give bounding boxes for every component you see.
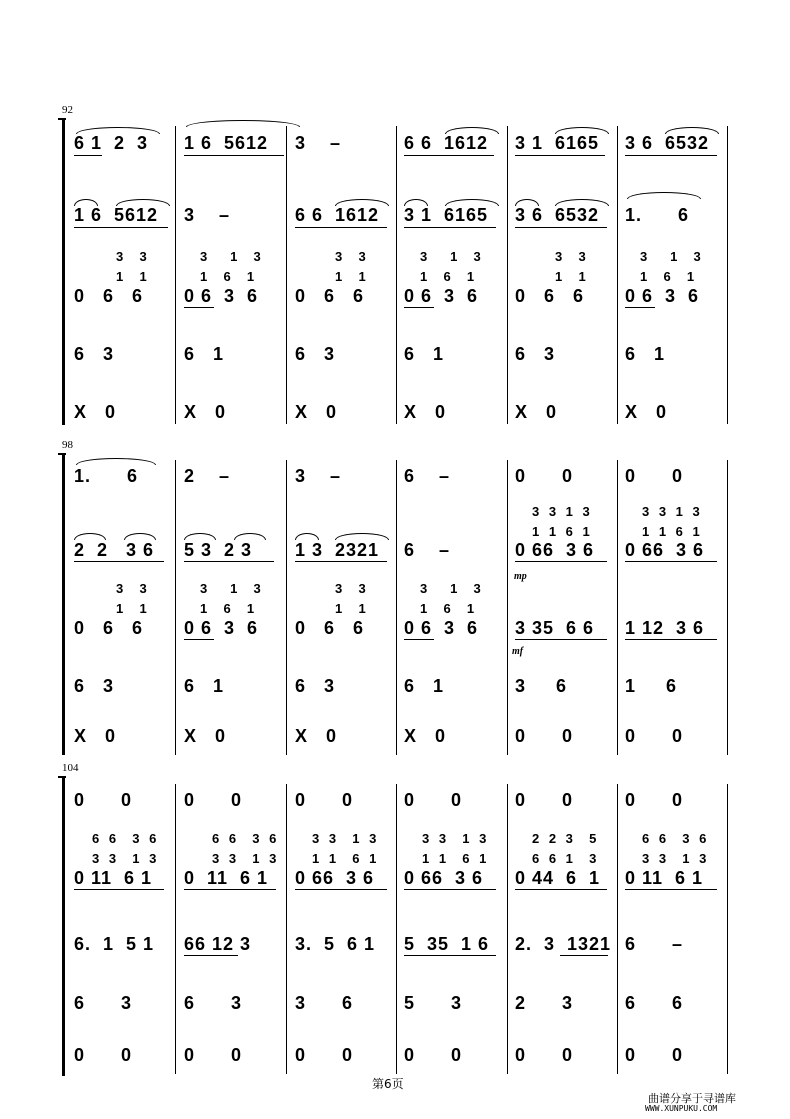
note-cell: 0 11 6 1 <box>184 868 269 888</box>
beam-line <box>295 227 387 228</box>
slur <box>74 533 106 540</box>
note-cell: 0 0 <box>184 790 243 810</box>
beam-line <box>184 889 276 890</box>
note-cell: 2. 3 1321 <box>515 934 612 954</box>
page-number: 第6页 <box>372 1077 404 1091</box>
note-cell: 0 11 6 1 <box>625 868 704 888</box>
chord-mid: 1 1 <box>335 269 369 284</box>
note-cell: 0 0 <box>625 1045 684 1065</box>
note-cell: 1 12 3 6 <box>625 618 705 638</box>
barline <box>175 460 176 755</box>
note-cell: 2 2 3 6 <box>74 540 155 560</box>
beam-line <box>74 889 164 890</box>
chord-mid: 1 6 1 <box>200 269 258 284</box>
beam-line <box>515 155 605 156</box>
chord-top: 3 1 3 <box>200 581 264 596</box>
chord-mid: 1 6 1 <box>640 269 698 284</box>
barline <box>727 126 728 424</box>
note-cell: 6 3 <box>184 993 243 1013</box>
note-cell: 0 66 3 6 <box>404 868 484 888</box>
note-cell: 0 6 6 <box>295 618 365 638</box>
note-cell: 5 3 <box>404 993 463 1013</box>
note-cell: 3 6 <box>295 993 354 1013</box>
note-cell: 3 35 6 6 <box>515 618 595 638</box>
barline <box>396 784 397 1074</box>
note-cell: 6 6 1612 <box>295 205 380 225</box>
note-cell: 0 0 <box>74 1045 133 1065</box>
beam-line <box>515 561 607 562</box>
beam-line <box>184 307 214 308</box>
note-cell: X 0 <box>404 726 447 746</box>
chord-top: 3 1 3 <box>420 581 484 596</box>
note-cell: 0 6 6 <box>74 286 144 306</box>
slur <box>627 192 701 199</box>
note-cell: 6 – <box>625 934 684 954</box>
barline <box>175 784 176 1074</box>
beam-line <box>404 307 434 308</box>
chord-mid: 1 1 <box>555 269 589 284</box>
barline <box>727 784 728 1074</box>
note-cell: 1 6 5612 <box>184 133 269 153</box>
note-cell: 0 6 6 <box>515 286 585 306</box>
beam-line <box>404 889 496 890</box>
note-cell: 6 – <box>404 466 451 486</box>
note-cell: 6 6 1612 <box>404 133 489 153</box>
measure-number: 92 <box>62 104 73 116</box>
note-cell: 0 0 <box>295 790 354 810</box>
chord-top: 6 6 3 6 <box>212 831 280 846</box>
slur <box>515 199 539 206</box>
note-cell: 0 0 <box>625 726 684 746</box>
beam-line <box>184 155 284 156</box>
slur <box>445 127 499 134</box>
barline <box>617 460 618 755</box>
beam-line <box>625 307 655 308</box>
chord-mid: 3 3 1 3 <box>212 851 280 866</box>
slur <box>555 127 609 134</box>
note-cell: 6 1 2 3 <box>74 133 149 153</box>
note-cell: 0 0 <box>515 790 574 810</box>
note-cell: 3 1 6165 <box>404 205 489 225</box>
barline <box>727 460 728 755</box>
note-cell: 1. 6 <box>625 205 690 225</box>
beam-line <box>184 639 214 640</box>
note-cell: X 0 <box>515 402 558 422</box>
note-cell: 0 6 3 6 <box>404 286 479 306</box>
beam-line <box>625 639 717 640</box>
chord-top: 3 3 1 3 <box>422 831 490 846</box>
brace-top-hook <box>58 118 66 126</box>
note-cell: 1 6 <box>625 676 678 696</box>
chord-mid: 3 3 1 3 <box>92 851 160 866</box>
beam-line <box>515 227 607 228</box>
note-cell: 3 6 6532 <box>625 133 710 153</box>
note-cell: 6 1 <box>625 344 666 364</box>
beam-line <box>184 561 274 562</box>
barline <box>507 126 508 424</box>
barline <box>396 460 397 755</box>
beam-line <box>515 639 607 640</box>
chord-mid: 1 6 1 <box>420 269 478 284</box>
chord-top: 3 3 1 3 <box>642 504 703 519</box>
chord-top: 3 1 3 <box>200 249 264 264</box>
note-cell: 1 6 5612 <box>74 205 159 225</box>
note-cell: 6 6 <box>625 993 684 1013</box>
chord-top: 2 2 3 5 <box>532 831 600 846</box>
note-cell: 0 0 <box>184 1045 243 1065</box>
chord-top: 3 3 <box>335 249 369 264</box>
slur <box>76 458 156 465</box>
note-cell: 3 – <box>184 205 231 225</box>
system-bracket <box>62 120 65 425</box>
barline <box>617 784 618 1074</box>
note-cell: 6 3 <box>74 344 115 364</box>
barline <box>175 126 176 424</box>
chord-mid: 1 1 6 1 <box>312 851 380 866</box>
slur <box>335 199 389 206</box>
barline <box>507 460 508 755</box>
beam-line <box>560 955 608 956</box>
beam-line <box>404 955 496 956</box>
note-cell: X 0 <box>295 402 338 422</box>
dynamic-mp: mp <box>514 571 527 582</box>
note-cell: 0 0 <box>404 1045 463 1065</box>
slur <box>665 127 719 134</box>
note-cell: 0 6 3 6 <box>404 618 479 638</box>
chord-top: 3 1 3 <box>420 249 484 264</box>
note-cell: 6 1 <box>404 676 445 696</box>
beam-line <box>404 155 494 156</box>
note-cell: 0 0 <box>74 790 133 810</box>
note-cell: 0 6 6 <box>295 286 365 306</box>
note-cell: 0 66 3 6 <box>515 540 595 560</box>
note-cell: 3 – <box>295 133 342 153</box>
note-cell: 0 0 <box>625 790 684 810</box>
chord-mid: 3 3 1 3 <box>642 851 710 866</box>
note-cell: 3 – <box>295 466 342 486</box>
brace-top-hook <box>58 776 66 784</box>
note-cell: 0 0 <box>515 726 574 746</box>
beam-line <box>295 561 387 562</box>
chord-top: 3 3 <box>116 249 150 264</box>
chord-top: 3 3 <box>116 581 150 596</box>
note-cell: 0 6 3 6 <box>184 286 259 306</box>
slur <box>124 533 156 540</box>
note-cell: 0 6 6 <box>74 618 144 638</box>
chord-mid: 1 1 6 1 <box>532 524 593 539</box>
note-cell: 0 66 3 6 <box>625 540 705 560</box>
note-cell: X 0 <box>184 402 227 422</box>
chord-mid: 1 1 6 1 <box>642 524 703 539</box>
chord-mid: 6 6 1 3 <box>532 851 600 866</box>
note-cell: 6. 1 5 1 <box>74 934 155 954</box>
chord-top: 3 1 3 <box>640 249 704 264</box>
note-cell: 3 6 6532 <box>515 205 600 225</box>
beam-line <box>74 561 164 562</box>
chord-top: 3 3 <box>555 249 589 264</box>
note-cell: 5 3 2 3 <box>184 540 253 560</box>
beam-line <box>625 889 717 890</box>
note-cell: 1. 6 <box>74 466 139 486</box>
beam-line <box>184 955 238 956</box>
beam-line <box>295 889 387 890</box>
slur <box>234 533 266 540</box>
slur <box>335 533 389 540</box>
barline <box>286 126 287 424</box>
slur <box>404 199 428 206</box>
note-cell: 1 3 2321 <box>295 540 380 560</box>
note-cell: 0 44 6 1 <box>515 868 601 888</box>
note-cell: 2 3 <box>515 993 574 1013</box>
note-cell: 6 1 <box>184 676 225 696</box>
note-cell: 6 1 <box>404 344 445 364</box>
dynamic-mf: mf <box>512 646 524 657</box>
note-cell: X 0 <box>404 402 447 422</box>
chord-top: 3 3 1 3 <box>532 504 593 519</box>
note-cell: X 0 <box>74 402 117 422</box>
beam-line <box>404 227 496 228</box>
note-cell: 0 0 <box>625 466 684 486</box>
chord-top: 6 6 3 6 <box>642 831 710 846</box>
slur <box>186 120 300 127</box>
note-cell: X 0 <box>295 726 338 746</box>
note-cell: 0 0 <box>515 466 574 486</box>
note-cell: X 0 <box>74 726 117 746</box>
system-bracket <box>62 455 65 755</box>
note-cell: X 0 <box>625 402 668 422</box>
note-cell: 3. 5 6 1 <box>295 934 376 954</box>
chord-top: 3 3 1 3 <box>312 831 380 846</box>
beam-line <box>625 155 717 156</box>
note-cell: 6 3 <box>515 344 556 364</box>
chord-mid: 1 1 <box>335 601 369 616</box>
note-cell: 0 66 3 6 <box>295 868 375 888</box>
chord-mid: 1 6 1 <box>200 601 258 616</box>
watermark-text: 曲谱分享于寻谱库 <box>648 1092 736 1105</box>
barline <box>286 460 287 755</box>
measure-number: 104 <box>62 762 79 774</box>
note-cell: 0 6 3 6 <box>625 286 700 306</box>
barline <box>286 784 287 1074</box>
barline <box>507 784 508 1074</box>
chord-top: 6 6 3 6 <box>92 831 160 846</box>
chord-mid: 1 1 6 1 <box>422 851 490 866</box>
note-cell: 66 12 3 <box>184 934 252 954</box>
beam-line <box>74 227 168 228</box>
note-cell: 0 6 3 6 <box>184 618 259 638</box>
note-cell: 6 3 <box>295 344 336 364</box>
slur <box>76 127 160 134</box>
slur <box>555 199 609 206</box>
beam-line <box>404 639 434 640</box>
note-cell: 6 1 <box>184 344 225 364</box>
note-cell: 2 – <box>184 466 231 486</box>
note-cell: 0 0 <box>295 1045 354 1065</box>
beam-line <box>515 889 607 890</box>
note-cell: 6 – <box>404 540 451 560</box>
measure-number: 98 <box>62 439 73 451</box>
note-cell: 3 1 6165 <box>515 133 600 153</box>
chord-mid: 1 1 <box>116 269 150 284</box>
note-cell: 0 11 6 1 <box>74 868 153 888</box>
chord-mid: 1 1 <box>116 601 150 616</box>
brace-top-hook <box>58 453 66 461</box>
beam-line <box>74 155 102 156</box>
slur <box>116 199 170 206</box>
chord-top: 3 3 <box>335 581 369 596</box>
system-bracket <box>62 778 65 1076</box>
note-cell: 6 3 <box>74 993 133 1013</box>
note-cell: 0 0 <box>515 1045 574 1065</box>
slur <box>295 533 319 540</box>
beam-line <box>625 561 717 562</box>
barline <box>396 126 397 424</box>
note-cell: 5 35 1 6 <box>404 934 490 954</box>
chord-mid: 1 6 1 <box>420 601 478 616</box>
note-cell: 0 0 <box>404 790 463 810</box>
note-cell: 3 6 <box>515 676 568 696</box>
slur <box>184 533 216 540</box>
note-cell: X 0 <box>184 726 227 746</box>
slur <box>74 199 98 206</box>
note-cell: 6 3 <box>74 676 115 696</box>
barline <box>617 126 618 424</box>
note-cell: 6 3 <box>295 676 336 696</box>
watermark-url: WWW.XUNPUKU.COM <box>645 1104 718 1113</box>
slur <box>445 199 499 206</box>
